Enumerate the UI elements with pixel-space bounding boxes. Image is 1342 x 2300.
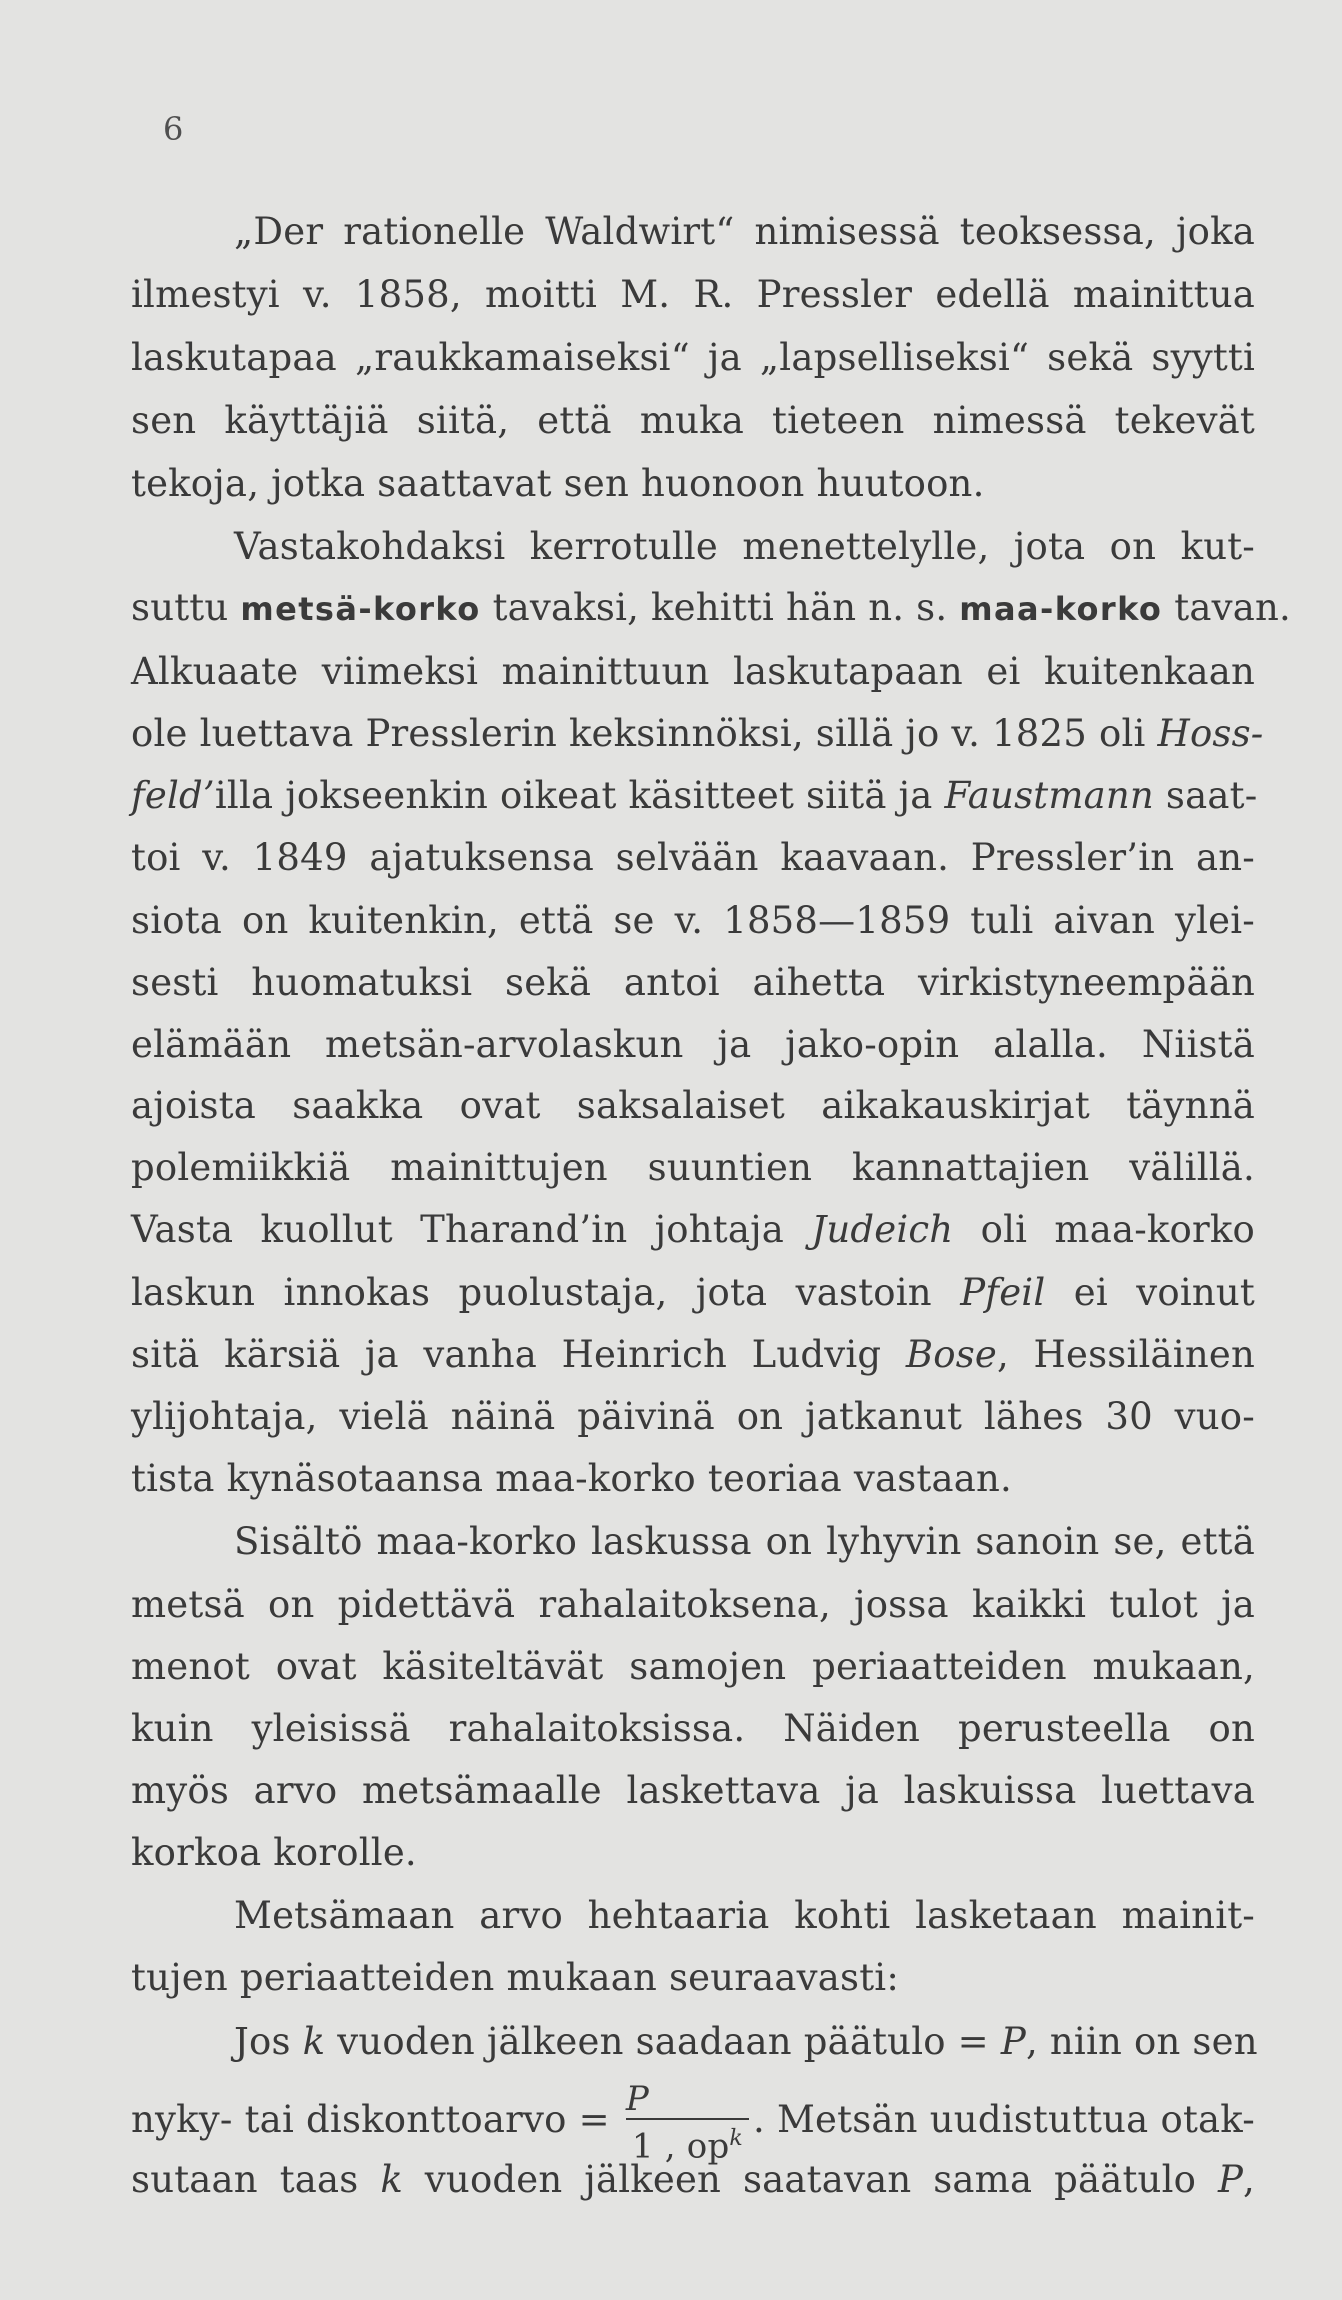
- text-line: siota on kuitenkin, että se v. 1858—1859 tuli aivan ylei-: [131, 899, 1255, 942]
- formula-line: nyky- tai diskonttoarvo = $\frac{P}{1 , op^k}$ . Metsän uudistuttua otak-: [131, 2079, 1255, 2167]
- text-line: Sisältö maa-korko laskussa on lyhyvin sanoin se, että: [234, 1520, 1255, 1563]
- text-line: ole luettava Presslerin keksinnöksi, sillä jo v. 1825 oli Hoss-: [131, 712, 1264, 755]
- text-line: metsä on pidettävä rahalaitoksena, jossa kaikki tulot ja: [131, 1583, 1255, 1626]
- variable-p: P: [1217, 2158, 1244, 2201]
- name-italic: feld’: [131, 774, 215, 817]
- name-italic: Faustmann: [944, 774, 1154, 817]
- name-italic: Hoss-: [1157, 712, 1264, 755]
- text-line: Jos k vuoden jälkeen saadaan päätulo = P, niin on sen: [234, 2020, 1258, 2063]
- text-line: sitä kärsiä ja vanha Heinrich Ludvig Bose, Hessiläinen: [131, 1333, 1255, 1376]
- text-line: ylijohtaja, vielä näinä päivinä on jatkanut lähes 30 vuo-: [131, 1395, 1255, 1438]
- text-line: kuin yleisissä rahalaitoksissa. Näiden perusteella on: [131, 1707, 1255, 1750]
- name-italic: Judeich: [811, 1208, 954, 1251]
- emphasized-term: maa-korko: [959, 590, 1163, 628]
- text-line: toi v. 1849 ajatuksensa selvään kaavaan. Pressler’in an-: [131, 836, 1255, 879]
- text-line: sesti huomatuksi sekä antoi aihetta virkistyneempään: [131, 961, 1255, 1004]
- variable-p: P: [1000, 2020, 1026, 2063]
- text-line: ilmestyi v. 1858, moitti M. R. Pressler edellä mainittua: [131, 273, 1255, 316]
- text-line: Alkuaate viimeksi mainittuun laskutapaan ei kuitenkaan: [131, 650, 1255, 693]
- name-italic: Pfeil: [960, 1271, 1046, 1314]
- text-line: laskutapaa „raukkamaiseksi“ ja „lapselliseksi“ sekä syytti: [131, 336, 1255, 379]
- text-line: myös arvo metsämaalle laskettava ja laskuissa luettava: [131, 1769, 1255, 1812]
- text-line: elämään metsän-arvolaskun ja jako-opin alalla. Niistä: [131, 1023, 1255, 1066]
- variable-k: k: [302, 2020, 326, 2063]
- text-line: polemiikkiä mainittujen suuntien kannattajien välillä.: [131, 1146, 1255, 1189]
- page-number: 6: [163, 110, 184, 148]
- variable-k: k: [380, 2158, 403, 2201]
- text-line: sutaan taas k vuoden jälkeen saatavan sama päätulo P,: [131, 2158, 1256, 2201]
- text-line: feld’illa jokseenkin oikeat käsitteet siitä ja Faustmann saat-: [131, 774, 1258, 817]
- text-line: menot ovat käsiteltävät samojen periaatteiden mukaan,: [131, 1645, 1255, 1688]
- text-line: sen käyttäjiä siitä, että muka tieteen nimessä tekevät: [131, 399, 1255, 442]
- text-line: suttu metsä-korko tavaksi, kehitti hän n. s. maa-korko tavan.: [131, 586, 1291, 629]
- name-italic: Bose: [905, 1333, 998, 1376]
- text-line: ajoista saakka ovat saksalaiset aikakauskirjat täynnä: [131, 1084, 1255, 1127]
- text-line: Vastakohdaksi kerrotulle menettelylle, jota on kut-: [234, 525, 1255, 568]
- text-line: tista kynäsotaansa maa-korko teoriaa vastaan.: [131, 1457, 1012, 1500]
- text-line: laskun innokas puolustaja, jota vastoin Pfeil ei voinut: [131, 1271, 1255, 1314]
- text-line: „Der rationelle Waldwirt“ nimisessä teoksessa, joka: [234, 210, 1255, 253]
- text-line: tekoja, jotka saattavat sen huonoon huutoon.: [131, 462, 985, 505]
- text-line: Vasta kuollut Tharand’in johtaja Judeich oli maa-korko: [131, 1208, 1255, 1251]
- text-line: tujen periaatteiden mukaan seuraavasti:: [131, 1956, 899, 1999]
- text-line: korkoa korolle.: [131, 1831, 417, 1874]
- discount-fraction: $\frac{P}{1 , op^k}$: [626, 2080, 749, 2165]
- emphasized-term: metsä-korko: [240, 590, 481, 628]
- text-line: Metsämaan arvo hehtaaria kohti lasketaan mainit-: [234, 1894, 1255, 1937]
